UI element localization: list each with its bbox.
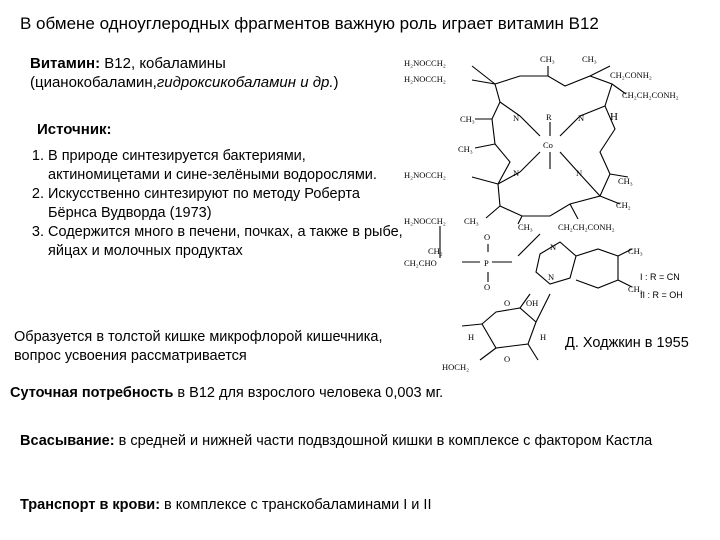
nitrogen-label: N [576, 168, 583, 178]
cobalamin-structure [400, 44, 715, 380]
h-label: H [540, 332, 547, 342]
daily-requirement [10, 384, 443, 403]
structure-legend-2: II : R = OH [640, 290, 683, 300]
nitrogen-label: N [548, 272, 555, 282]
oxygen-label: O [484, 282, 491, 292]
group-label: H₂NOCCH₂ [404, 58, 446, 68]
absorption [20, 432, 660, 451]
structure-bonds [440, 66, 632, 360]
daily-label: Суточная потребность [10, 385, 174, 401]
group-label: CH₃ [628, 284, 643, 294]
group-label: CH₃ [628, 246, 643, 256]
hodgkin-caption: Д. Ходжкин в 1955 [565, 335, 689, 351]
nitrogen-label: N [550, 242, 557, 252]
oxygen-label: O [484, 232, 491, 242]
vitamin-forms-close: ) [333, 74, 339, 91]
source-list [20, 147, 403, 261]
nitrogen-label: N [513, 113, 520, 123]
transport-label: Транспорт в крови: [20, 497, 161, 513]
group-label: H₂NOCCH₂ [404, 216, 446, 226]
group-label: CH₃ [582, 54, 597, 64]
structure-legend-1: I : R = CN [640, 272, 680, 282]
vitamin-label: Витамин: [30, 55, 101, 72]
group-label: CH₂ [616, 200, 631, 210]
microflora-note: Образуется в толстой кишке микрофлорой кишечника, вопрос усвоения рассматривается [14, 329, 383, 364]
group-label: H₂NOCCH₂ [404, 170, 446, 180]
group-label: CH₃ [618, 176, 633, 186]
oxygen-label: O [504, 298, 511, 308]
phosphorus-label: P [484, 258, 489, 268]
h-label: H [468, 332, 475, 342]
oxygen-label: O [504, 354, 511, 364]
daily-text: в В12 для взрослого человека 0,003 мг. [173, 385, 444, 401]
list-item: 3. Содержится много в печени, почках, а также в рыбе, яйцах и молочных продуктах [48, 223, 403, 261]
group-label: CH₃ [458, 144, 473, 154]
r-group-label: R [546, 112, 552, 122]
vitamin-forms-italic: гидроксикобаламин и др. [156, 74, 334, 91]
nitrogen-label: N [578, 113, 585, 123]
group-label: CH₂ [428, 246, 443, 256]
absorption-label: Всасывание: [20, 433, 115, 449]
vitamin-block [30, 54, 375, 92]
source-heading: Источник: [37, 121, 112, 138]
hydroxyl-label: OH [526, 298, 539, 308]
group-label: CH₃ [540, 54, 555, 64]
transport-text: в комплексе с транскобаламинами I и II [160, 497, 432, 513]
vitamin-names: В12, кобаламины [100, 55, 226, 72]
transport [20, 496, 431, 515]
list-item: 1. В природе синтезируется бактериями, актиномицетами и сине-зелёными водорослями. [48, 147, 403, 185]
group-label: CH₃ [464, 216, 479, 226]
group-label: CH₃ [518, 222, 533, 232]
h-label: H [610, 111, 618, 123]
group-label: CH₂CH₂CONH₂ [622, 90, 679, 100]
absorption-text: в средней и нижней части подвздошной кишки в комплексе с фактором Кастла [114, 433, 653, 449]
slide-title: В обмене одноуглеродных фрагментов важную роль играет витамин В12 [20, 14, 599, 33]
group-label: CH₂CHO [404, 258, 437, 268]
vitamin-forms-plain: (цианокобаламин, [30, 74, 157, 91]
cobalt-label: Co [543, 140, 553, 150]
nitrogen-label: N [513, 168, 520, 178]
hydroxymethyl-label: HOCH₂ [442, 362, 470, 372]
group-label: CH₂CH₂CONH₂ [558, 222, 615, 232]
list-item: 2. Искусственно синтезируют по методу Роберта Бёрнса Вудворда (1973) [48, 185, 403, 223]
group-label: CH₂CONH₂ [610, 70, 652, 80]
group-label: CH₃ [460, 114, 475, 124]
group-label: H₂NOCCH₂ [404, 74, 446, 84]
